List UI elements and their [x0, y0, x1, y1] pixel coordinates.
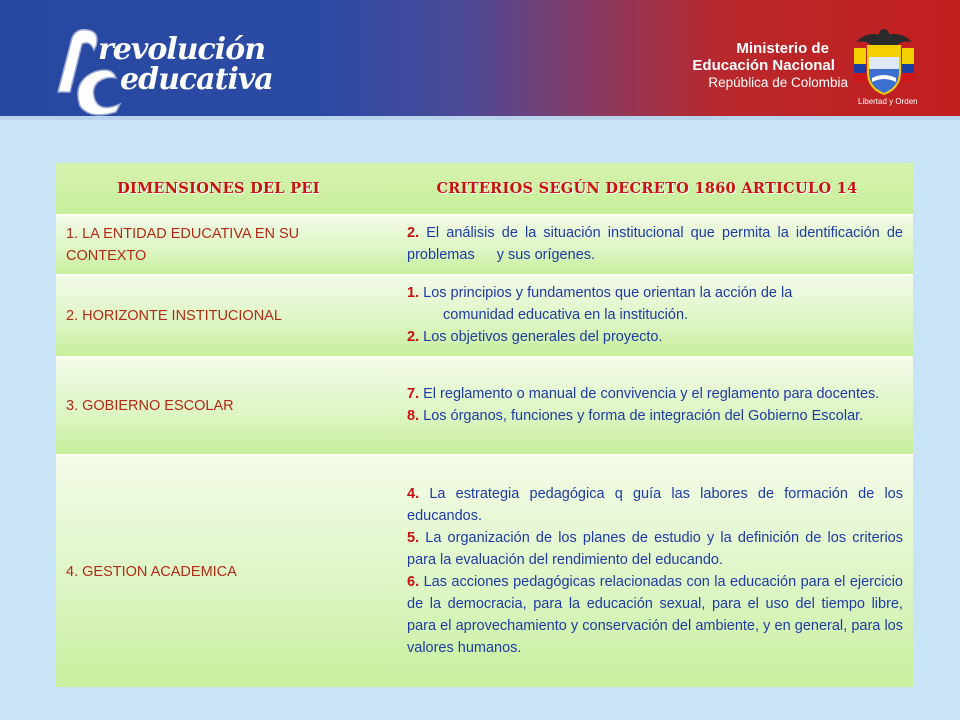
criterion-item: [407, 383, 903, 405]
header-criterios: CRITERIOS SEGÚN DECRETO 1860 ARTICULO 14: [381, 163, 913, 215]
criterion-text: Los órganos, funciones y forma de integración del Gobierno Escolar.: [423, 408, 864, 424]
criteria-cell: [381, 275, 913, 357]
dimension-cell: 4. GESTION ACADEMICA: [56, 455, 381, 687]
table-row: [56, 215, 913, 275]
criterion-number: 2.: [407, 225, 420, 241]
header-banner: [0, 0, 960, 120]
ministry-name: [692, 40, 848, 91]
criterion-number: 4.: [407, 485, 420, 502]
criterion-number: 7.: [407, 386, 420, 402]
criterion-item: [407, 222, 903, 266]
dimension-cell: 1. LA ENTIDAD EDUCATIVA EN SU CONTEXTO: [56, 215, 381, 275]
criterion-item: [407, 405, 903, 427]
criterion-text: El análisis de la situación institucional que permita la identificación de problemas: [407, 225, 903, 263]
criterion-text: La estrategia pedagógica q guía las labores de formación de los educandos.: [407, 485, 903, 524]
criterion-text-cont: y sus orígenes.: [496, 247, 596, 263]
criterion-item: [407, 571, 903, 659]
ministry-line-3: República de Colombia: [708, 75, 848, 90]
table-header-row: [56, 163, 913, 215]
table-row: [56, 455, 913, 687]
criterion-text: Las acciones pedagógicas relacionadas con la educación para el ejercicio de la democracia, para la educación sexual, para el uso del tiempo libre, para el aprovechamiento y conservación del ambiente, y en general, para los valores humanos.: [407, 573, 903, 656]
criterion-item: [407, 527, 903, 571]
criteria-cell: [381, 357, 913, 455]
criterion-item: [407, 282, 903, 304]
revolucion-educativa-logo: [50, 20, 290, 116]
logo-text-revolucion: revolución: [98, 32, 266, 67]
criterion-item: [407, 326, 903, 348]
header-dimensiones: DIMENSIONES DEL PEI: [56, 163, 381, 215]
table-row: [56, 275, 913, 357]
criterion-number: 8.: [407, 408, 420, 424]
table-row: [56, 357, 913, 455]
colombia-coat-of-arms-icon: [852, 24, 916, 104]
criterion-number: 5.: [407, 529, 420, 546]
criterion-text: Los principios y fundamentos que orientan la acción de la: [423, 285, 793, 301]
banner-bottom-edge: [0, 116, 960, 120]
criterion-number: 6.: [407, 573, 420, 590]
criterion-number: 1.: [407, 285, 420, 301]
criterion-text: Los objetivos generales del proyecto.: [423, 329, 663, 345]
criterion-text-cont: comunidad educativa en la institución.: [443, 307, 689, 323]
ministry-line-2: Educación Nacional: [692, 57, 835, 74]
criterion-text: El reglamento o manual de convivencia y el reglamento para docentes.: [423, 386, 880, 402]
pei-criteria-table: [56, 163, 913, 687]
logo-text-educativa: educativa: [120, 62, 273, 97]
dimension-cell: 3. GOBIERNO ESCOLAR: [56, 357, 381, 455]
criteria-cell: [381, 215, 913, 275]
ministry-line-1: Ministerio de: [736, 40, 829, 57]
criterion-item: [407, 483, 903, 527]
criterion-number: 2.: [407, 329, 420, 345]
criterion-text: La organización de los planes de estudio y la definición de los criterios para la evaluación del rendimiento del educando.: [407, 529, 903, 568]
crest-motto: Libertad y Orden: [858, 97, 918, 106]
dimension-cell: 2. HORIZONTE INSTITUCIONAL: [56, 275, 381, 357]
criteria-cell: [381, 455, 913, 687]
